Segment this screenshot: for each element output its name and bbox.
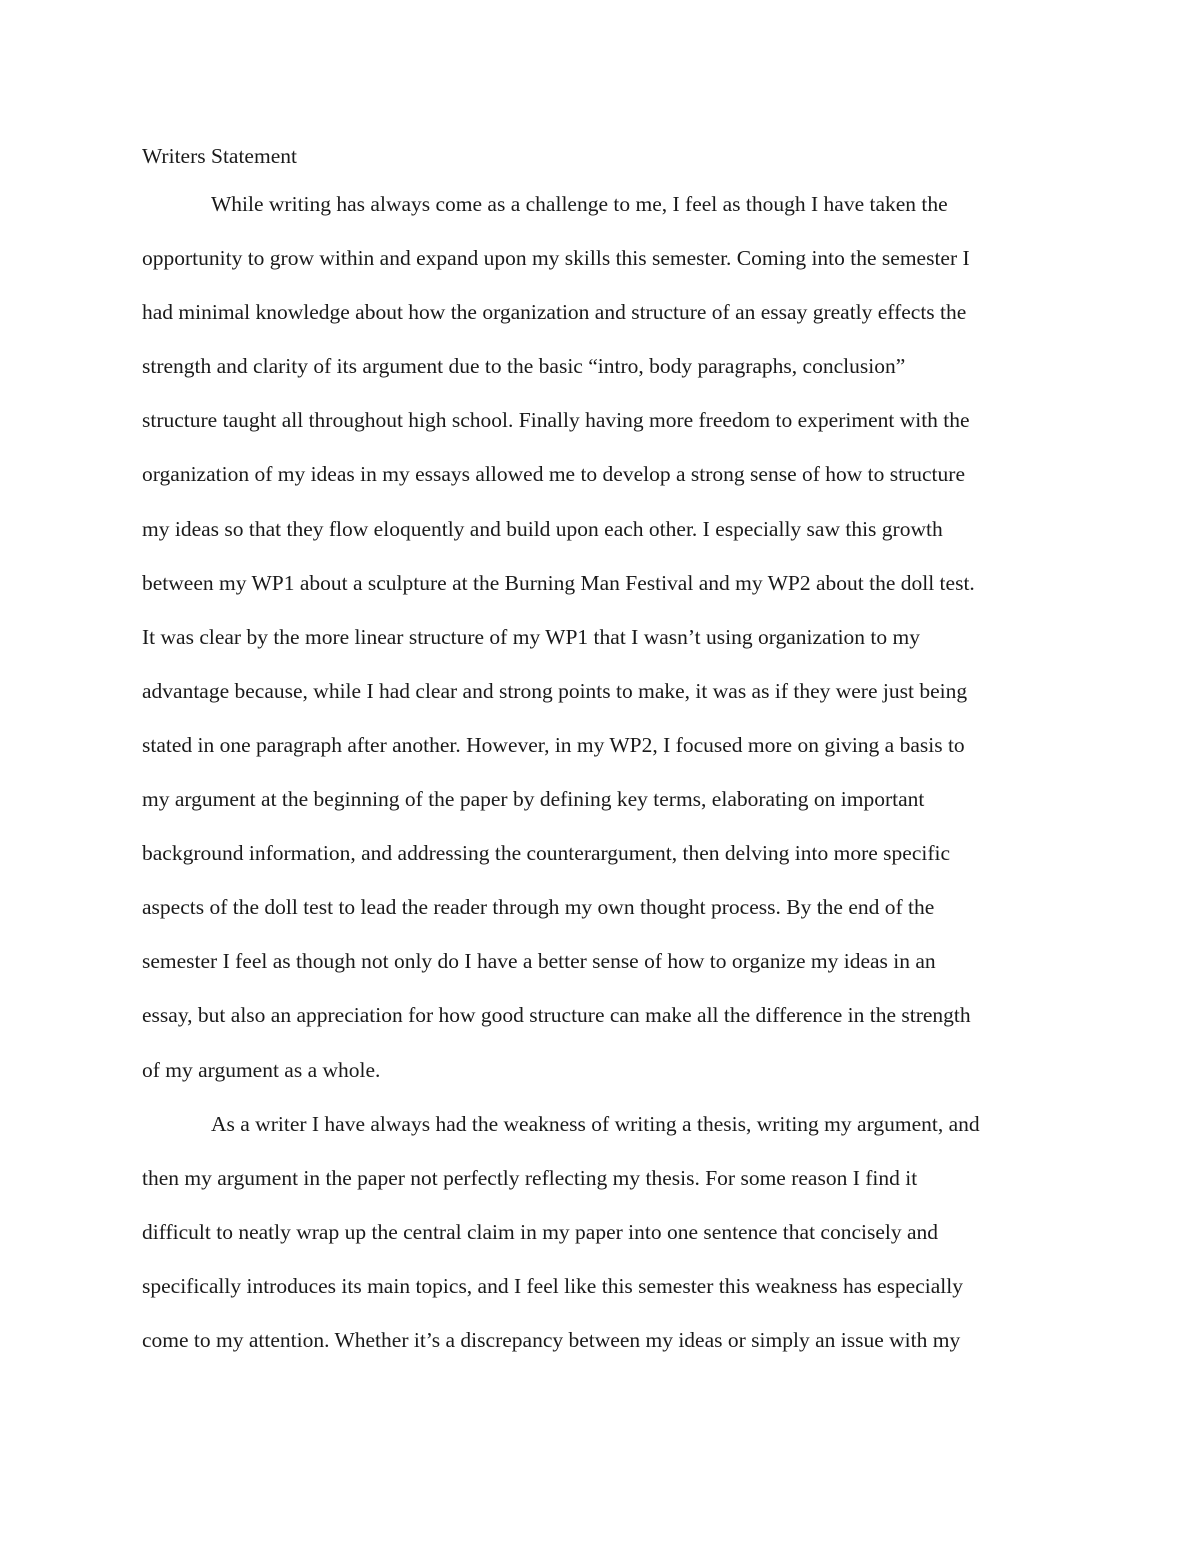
paragraph-line: opportunity to grow within and expand upon my skills this semester. Coming into the semester I xyxy=(142,246,970,271)
paragraph-line: strength and clarity of its argument due to the basic “intro, body paragraphs, conclusion” xyxy=(142,354,906,379)
paragraph-line: of my argument as a whole. xyxy=(142,1057,381,1082)
paragraph-line: structure taught all throughout high school. Finally having more freedom to experiment with the xyxy=(142,408,970,433)
paragraph-line: had minimal knowledge about how the organization and structure of an essay greatly effects the xyxy=(142,300,967,325)
paragraph-2 xyxy=(142,1097,1062,1367)
document-title: Writers Statement xyxy=(142,144,297,168)
paragraph-line: then my argument in the paper not perfectly reflecting my thesis. For some reason I find it xyxy=(142,1165,918,1190)
paragraph-line: While writing has always come as a challenge to me, I feel as though I have taken the xyxy=(211,192,948,216)
paragraph-line: specifically introduces its main topics, and I feel like this semester this weakness has especially xyxy=(142,1273,963,1298)
paragraph-1 xyxy=(142,177,1062,1097)
paragraph-line: background information, and addressing the counterargument, then delving into more specific xyxy=(142,841,951,866)
paragraph-line: It was clear by the more linear structure of my WP1 that I wasn’t using organization to my xyxy=(142,624,920,649)
paragraph-line: aspects of the doll test to lead the reader through my own thought process. By the end of the xyxy=(142,895,935,920)
paragraph-line: my argument at the beginning of the paper by defining key terms, elaborating on important xyxy=(142,787,925,812)
paragraph-line: come to my attention. Whether it’s a discrepancy between my ideas or simply an issue with my xyxy=(142,1327,961,1352)
paragraph-line: essay, but also an appreciation for how good structure can make all the difference in the strength xyxy=(142,1003,971,1028)
paragraph-line: between my WP1 about a sculpture at the Burning Man Festival and my WP2 about the doll test. xyxy=(142,570,975,595)
paragraph-line: As a writer I have always had the weakness of writing a thesis, writing my argument, and xyxy=(211,1111,980,1136)
paragraph-line: stated in one paragraph after another. However, in my WP2, I focused more on giving a basis to xyxy=(142,732,965,757)
paragraph-line: semester I feel as though not only do I have a better sense of how to organize my ideas in an xyxy=(142,949,936,974)
paragraph-line: advantage because, while I had clear and strong points to make, it was as if they were just being xyxy=(142,678,968,703)
document-body xyxy=(142,140,1062,1367)
paragraph-line: organization of my ideas in my essays allowed me to develop a strong sense of how to structure xyxy=(142,462,965,487)
paragraph-line: difficult to neatly wrap up the central claim in my paper into one sentence that concisely and xyxy=(142,1219,939,1244)
paragraph-line: my ideas so that they flow eloquently and build upon each other. I especially saw this growth xyxy=(142,516,943,541)
